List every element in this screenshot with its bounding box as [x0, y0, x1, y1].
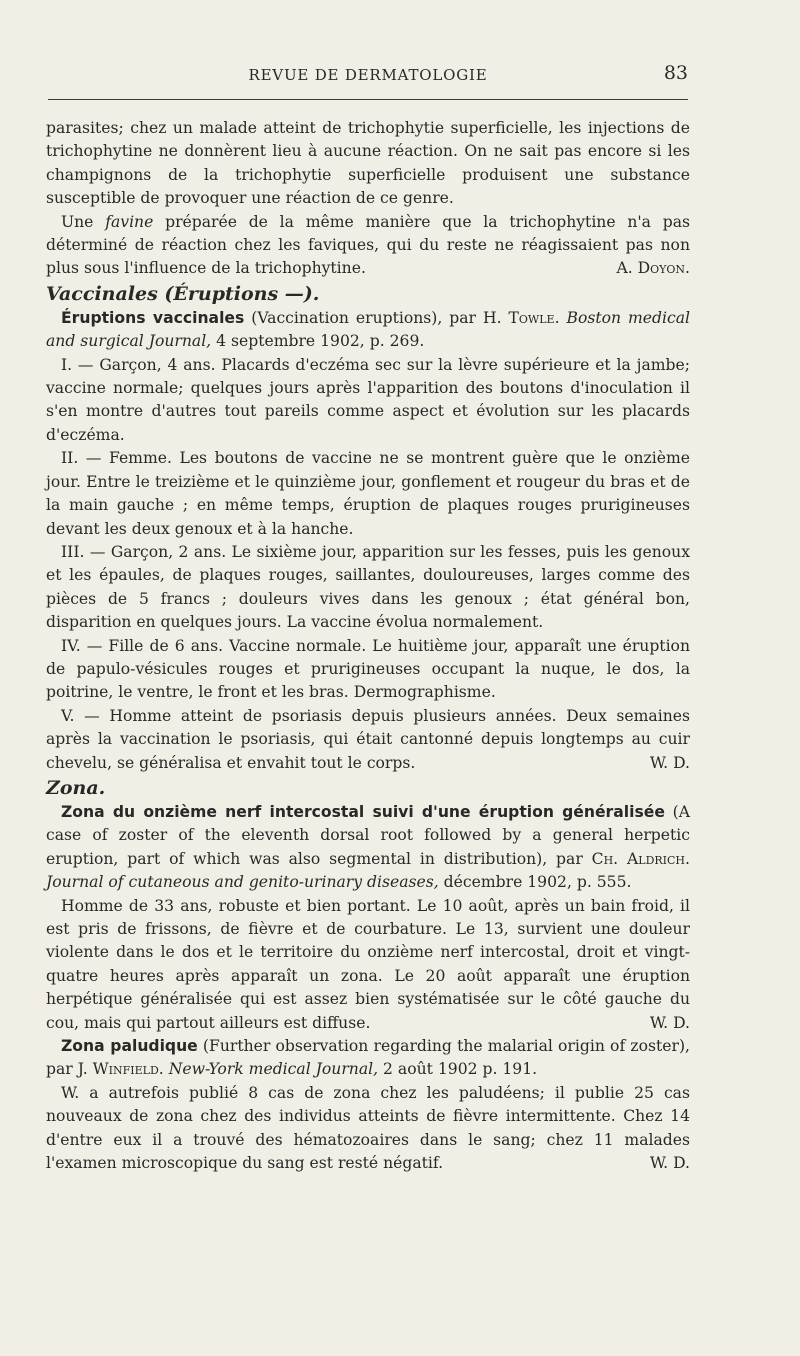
header-rule — [48, 99, 688, 100]
reference-text: (Vaccination eruptions), par H. — [244, 308, 509, 327]
case-paragraph — [46, 705, 690, 775]
signature: W. D. — [649, 753, 690, 772]
paragraph-text: W. a autrefois publié 8 cas de zona chez les paludéens; il publie 25 cas nouveaux de zona chez des individus atteints de fièvre intermittente. Chez 14 d'entre eux il a trouvé des hématozoaires dans le sang; chez 11 malades l'examen microscopique du sang est resté négatif. — [46, 1083, 690, 1173]
article-reference — [46, 1035, 690, 1082]
reference-separator: . — [554, 308, 567, 327]
case-paragraph: III. — Garçon, 2 ans. Le sixième jour, apparition sur les fesses, puis les genoux et les épaules, de plaques rouges, saillantes, douloureuses, larges comme des pièces de 5 francs ; douleurs vives dans les genoux ; état général bon, disparition en quelques jours. La vaccine évolua normalement. — [46, 542, 690, 632]
article-body — [46, 895, 690, 1035]
author-name: Winfield — [92, 1060, 159, 1079]
signature: A. Doyon. — [616, 259, 690, 278]
reference-date: décembre 1902, p. 555. — [438, 873, 632, 892]
section-title-vaccinales: Vaccinales (Éruptions —). — [46, 282, 320, 305]
page-number: 83 — [663, 62, 688, 84]
page-body — [46, 117, 690, 1175]
case-paragraph: IV. — Fille de 6 ans. Vaccine normale. Le huitième jour, apparaît une éruption de papulo-vésicules rouges et prurigineuses occupant la nuque, le dos, la poitrine, le ventre, le front et les bras. Dermographisme. — [46, 636, 690, 702]
article-reference — [46, 307, 690, 354]
reference-date: 2 août 1902 p. 191. — [378, 1060, 538, 1079]
reference-date: 4 septembre 1902, p. 269. — [211, 332, 425, 351]
paragraph-text: Une — [61, 212, 106, 231]
reference-text: (A case of zoster of the eleventh dorsal root followed by a general herpetic eruption, part of which was also segmental in distribution), par — [46, 802, 690, 868]
case-paragraph: II. — Femme. Les boutons de vaccine ne se montrent guère que le onzième jour. Entre le treizième et le quinzième jour, gonflement et rougeur du bras et de la main gauche ; en même temps, éruption de plaques rouges prurigineuses devant les deux genoux et à la hanche. — [46, 449, 690, 538]
running-title: REVUE DE DERMATOLOGIE — [248, 66, 488, 84]
journal-name: New-York medical Journal, — [168, 1060, 379, 1079]
reference-text: (Further observation regarding the malarial origin of zoster), par J. — [46, 1037, 690, 1079]
author-name: Towle — [508, 308, 555, 327]
author-name: Ch. Aldrich — [591, 849, 686, 868]
article-reference — [46, 801, 690, 895]
reference-separator: . — [158, 1060, 169, 1079]
journal-name: Journal of cutaneous and genito-urinary diseases, — [46, 873, 439, 892]
case-paragraph: I. — Garçon, 4 ans. Placards d'eczéma sec sur la lèvre supérieure et la jambe; vaccine normale; quelques jours après l'apparition des boutons d'inoculation il s'en montre d'autres tout pareils comme aspect et évolution sur les placards d'eczéma. — [46, 355, 690, 444]
article-body — [46, 1082, 690, 1176]
signature: W. D. — [649, 1154, 690, 1173]
page-header — [48, 62, 688, 90]
article-title: Zona paludique — [61, 1037, 198, 1056]
paragraph-favine — [46, 211, 690, 281]
article-title: Éruptions vaccinales — [61, 308, 245, 327]
paragraph-text: préparée de la même manière que la trichophytine n'a pas déterminé de réaction chez les faviques, qui du reste ne réagissaient pas non plus sous l'influence de la trichophytine. — [46, 212, 691, 278]
journal-name: Boston medical and surgical Journal, — [46, 308, 690, 351]
article-title: Zona du onzième nerf intercostal suivi d'une éruption généralisée — [61, 802, 665, 821]
section-title-zona: Zona. — [46, 776, 106, 799]
paragraph-text: parasites; chez un malade atteint de trichophytie superficielle, les injections de trichophytine ne donnèrent lieu à aucune réaction. On ne sait pas encore si les champignons de la trichophytie superficielle produisent une substance susceptible de provoquer une réaction de ce genre. — [46, 119, 690, 208]
italic-term: favine — [105, 212, 154, 231]
paragraph-continuation — [46, 117, 690, 211]
reference-separator: . — [685, 849, 690, 868]
paragraph-text: V. — Homme atteint de psoriasis depuis plusieurs années. Deux semaines après la vaccination le psoriasis, qui était cantonné depuis longtemps au cuir chevelu, se généralisa et envahit tout le corps. — [46, 706, 690, 772]
signature: W. D. — [649, 1013, 690, 1032]
paragraph-text: Homme de 33 ans, robuste et bien portant. Le 10 août, après un bain froid, il est pris de frissons, de fièvre et de courbature. Le 13, survient une douleur violente dans le dos et le territoire du onzième nerf intercostal, droit et vingt-quatre heures après apparaît un zona. Le 20 août apparaît une éruption herpétique généralisée qui est assez bien systématisée sur le côté gauche du cou, mais qui partout ailleurs est diffuse. — [46, 896, 690, 1032]
